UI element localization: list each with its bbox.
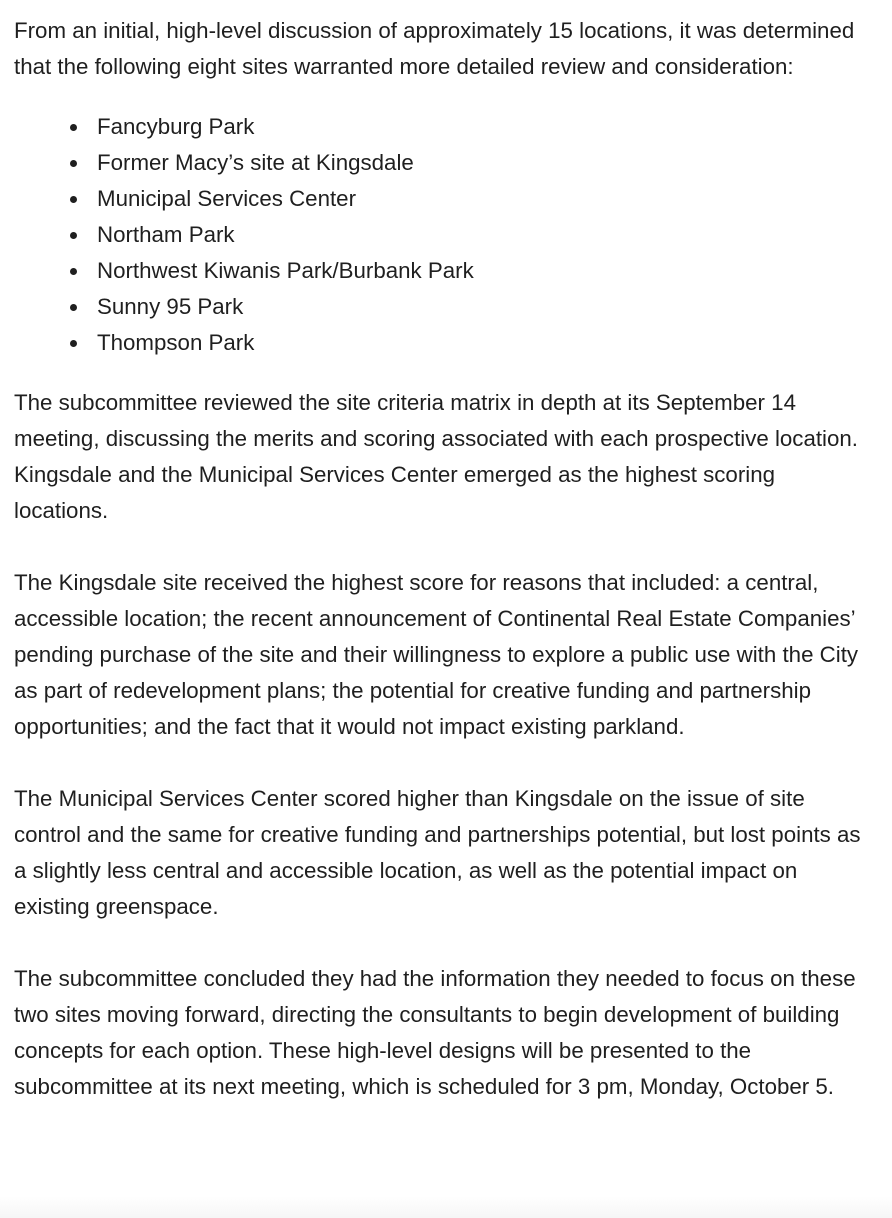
list-item (14, 217, 874, 253)
site-name: Former Macy’s site at Kingsdale (97, 150, 414, 175)
intro-paragraph: From an initial, high-level discussion of approximately 15 locations, it was determined that the following eight sites warranted more detailed review and consideration: (14, 18, 855, 79)
document-body (14, 13, 874, 1105)
list-item (14, 145, 874, 181)
bullet-icon (70, 124, 77, 131)
list-item (14, 109, 874, 145)
list-item (14, 289, 874, 325)
site-name: Sunny 95 Park (97, 294, 244, 319)
list-item (14, 181, 874, 217)
list-item (14, 253, 874, 289)
bullet-icon (70, 268, 77, 275)
bullet-icon (70, 340, 77, 347)
bottom-fade (0, 1196, 892, 1218)
bullet-icon (70, 160, 77, 167)
bullet-icon (70, 232, 77, 239)
bullet-icon (70, 196, 77, 203)
review-paragraph: The subcommittee reviewed the site criteria matrix in depth at its September 14 meeting, discussing the merits and scoring associated with each prospective location. Kingsdale and the Municipal Services Center emerged as the highest scoring locations. (14, 390, 859, 523)
municipal-center-paragraph: The Municipal Services Center scored higher than Kingsdale on the issue of site control and the same for creative funding and partnerships potential, but lost points as a slightly less central and accessible location, as well as the potential impact on existing greenspace. (14, 786, 861, 919)
bullet-icon (70, 304, 77, 311)
site-name: Northwest Kiwanis Park/Burbank Park (97, 258, 474, 283)
list-item (14, 325, 874, 361)
site-name: Fancyburg Park (97, 114, 255, 139)
conclusion-paragraph: The subcommittee concluded they had the information they needed to focus on these two sites moving forward, directing the consultants to begin development of building concepts for each option. These high-level designs will be presented to the subcommittee at its next meeting, which is scheduled for 3 pm, Monday, October 5. (14, 966, 856, 1099)
site-list (14, 109, 874, 361)
site-name: Northam Park (97, 222, 235, 247)
site-name: Thompson Park (97, 330, 255, 355)
site-name: Municipal Services Center (97, 186, 356, 211)
kingsdale-paragraph: The Kingsdale site received the highest score for reasons that included: a central, accessible location; the recent announcement of Continental Real Estate Companies’ pending purchase of the site and their willingness to explore a public use with the City as part of redevelopment plans; the potential for creative funding and partnership opportunities; and the fact that it would not impact existing parkland. (14, 570, 859, 739)
